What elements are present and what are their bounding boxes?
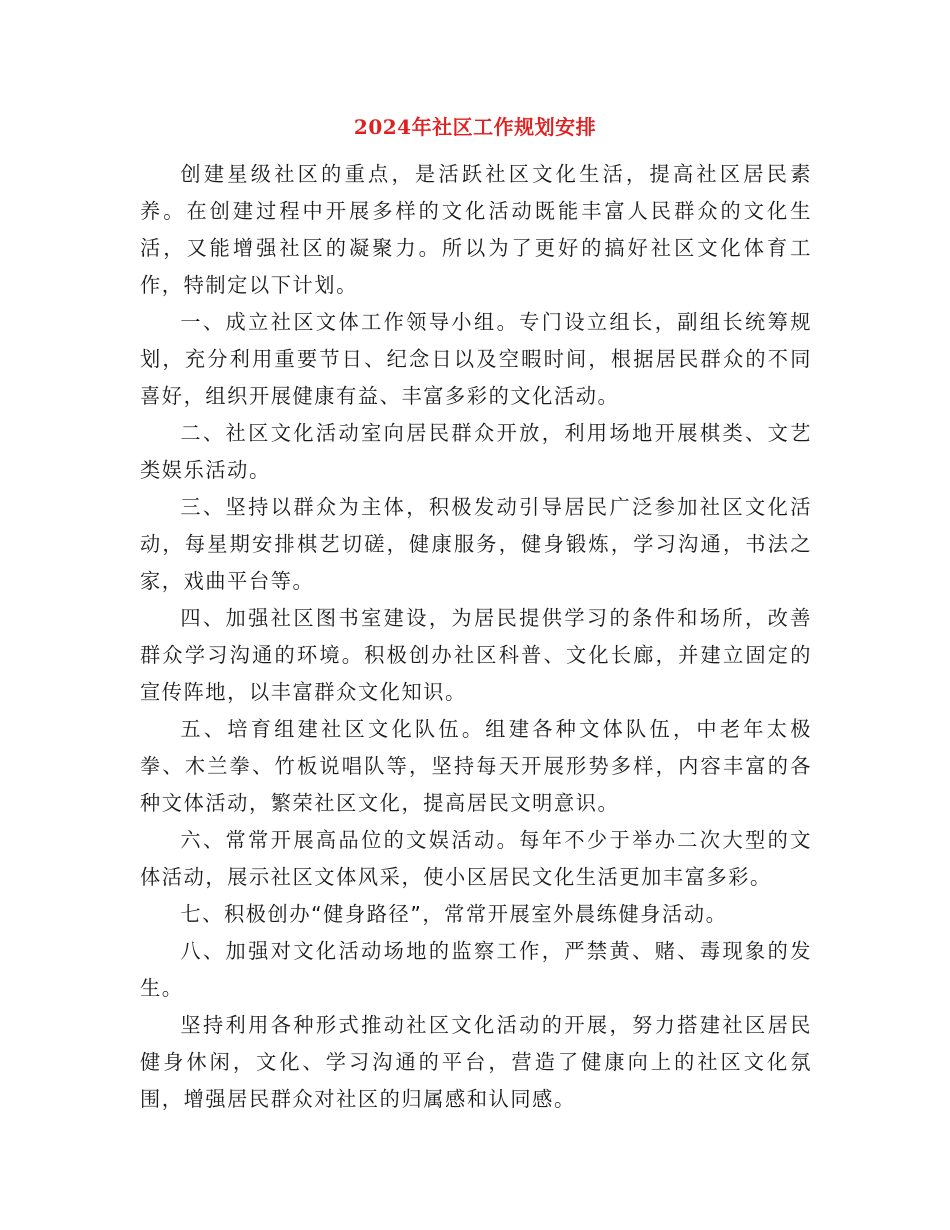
document-body [140, 156, 812, 1118]
document-title: 2024年社区工作规划安排 [353, 115, 597, 139]
closing-paragraph: 坚持利用各种形式推动社区文化活动的开展，努力搭建社区居民健身休闲，文化、学习沟通的平台，营造了健康向上的社区文化氛围，增强居民群众对社区的归属感和认同感。 [140, 1013, 812, 1111]
plan-item-4-paragraph: 四、加强社区图书室建设，为居民提供学习的条件和场所，改善群众学习沟通的环境。积极创办社区科普、文化长廊，并建立固定的宣传阵地，以丰富群众文化知识。 [140, 606, 812, 704]
plan-item-1-paragraph: 一、成立社区文体工作领导小组。专门设立组长，副组长统筹规划，充分利用重要节日、纪念日以及空暇时间，根据居民群众的不同喜好，组织开展健康有益、丰富多彩的文化活动。 [140, 310, 812, 408]
plan-item-6-paragraph: 六、常常开展高品位的文娱活动。每年不少于举办二次大型的文体活动，展示社区文体风采，使小区居民文化生活更加丰富多彩。 [140, 828, 812, 889]
plan-item-3-paragraph: 三、坚持以群众为主体，积极发动引导居民广泛参加社区文化活动，每星期安排棋艺切磋，健康服务，健身锻炼，学习沟通，书法之家，戏曲平台等。 [140, 495, 812, 593]
intro-paragraph: 创建星级社区的重点，是活跃社区文化生活，提高社区居民素养。在创建过程中开展多样的文化活动既能丰富人民群众的文化生活，又能增强社区的凝聚力。所以为了更好的搞好社区文化体育工作，特制定以下计划。 [140, 162, 812, 297]
plan-item-2-paragraph: 二、社区文化活动室向居民群众开放，利用场地开展棋类、文艺类娱乐活动。 [140, 421, 812, 482]
plan-item-8-paragraph: 八、加强对文化活动场地的监察工作，严禁黄、赌、毒现象的发生。 [140, 939, 812, 1000]
plan-item-5-paragraph: 五、培育组建社区文化队伍。组建各种文体队伍，中老年太极拳、木兰拳、竹板说唱队等，坚持每天开展形势多样，内容丰富的各种文体活动，繁荣社区文化，提高居民文明意识。 [140, 717, 812, 815]
plan-item-7-paragraph: 七、积极创办“健身路径”，常常开展室外晨练健身活动。 [180, 902, 728, 926]
